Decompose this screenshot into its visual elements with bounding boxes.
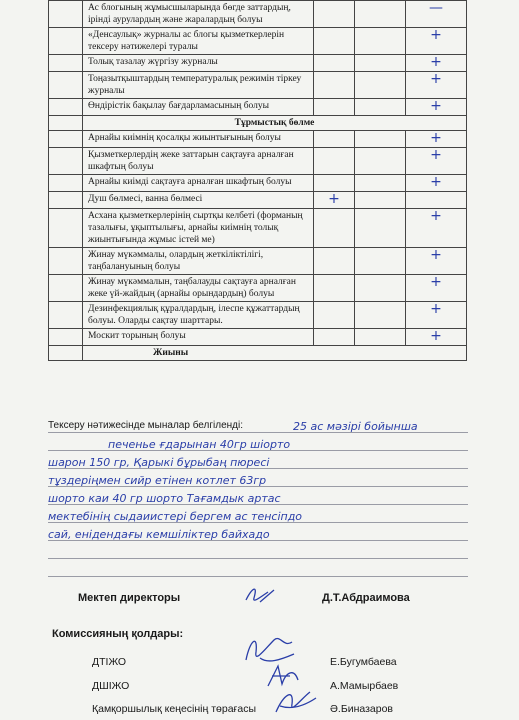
checklist-item-text: Арнайы киімнің қосалқы жиынтығының болуы bbox=[83, 131, 314, 148]
handwritten-line: 25 ас мәзірі бойынша bbox=[293, 420, 418, 433]
section-title: Тұрмыстық бөлме bbox=[83, 116, 467, 131]
checklist-item-text: Өндірістік бақылау бағдарламасының болуы bbox=[83, 99, 314, 116]
total-label: Жиыны bbox=[83, 346, 467, 361]
result-label: Тексеру нәтижесінде мыналар белгіленді: bbox=[48, 420, 247, 432]
checklist-row bbox=[49, 302, 467, 329]
checklist-item-text: Дезинфекциялық құралдардың, ілеспе құжаттардың болуы. Оларды сақтау шарттары. bbox=[83, 302, 314, 329]
checklist-item-text: Жинау мүкәммалын, таңбалауды сақтауға арналған жеке үй-жайдың (арнайы орындардың) болуы bbox=[83, 275, 314, 302]
checklist-row bbox=[49, 1, 467, 28]
check-mark: + bbox=[430, 174, 442, 190]
handwritten-line: мектебінің сыдаиистері бергем ас тенсіпдо bbox=[48, 510, 303, 523]
checklist-row bbox=[49, 28, 467, 55]
member-signature bbox=[270, 684, 320, 718]
checklist-item-text: Жинау мүкәммалы, олардың жеткіліктілігі, таңбалануының болуы bbox=[83, 248, 314, 275]
checklist-row bbox=[49, 72, 467, 99]
check-mark: + bbox=[430, 247, 442, 263]
check-mark: + bbox=[430, 54, 442, 70]
dash-mark: — bbox=[429, 0, 443, 16]
handwritten-line: тұздеріңмен сийр етінен котлет 63гр bbox=[48, 474, 267, 487]
checklist-row bbox=[49, 55, 467, 72]
member-role: ДТІЖО bbox=[92, 656, 127, 668]
handwritten-line: сай, енідендағы кемшіліктер байхадо bbox=[48, 528, 270, 541]
check-mark: + bbox=[430, 27, 442, 43]
check-mark: + bbox=[328, 191, 340, 207]
check-mark: + bbox=[430, 301, 442, 317]
checklist-row bbox=[49, 148, 467, 175]
checklist-row bbox=[49, 131, 467, 148]
checklist-row bbox=[49, 209, 467, 248]
commission-title: Комиссияның қолдары: bbox=[52, 628, 184, 640]
checklist-item-text: Тоңазытқыштардың температуралық режимін тіркеу журналы bbox=[83, 72, 314, 99]
member-name: Е.Бугумбаева bbox=[330, 656, 397, 668]
check-mark: + bbox=[430, 274, 442, 290]
checklist-item-text: Душ бөлмесі, ванна бөлмесі bbox=[83, 192, 314, 209]
check-mark: + bbox=[430, 208, 442, 224]
director-name: Д.Т.Абдраимова bbox=[322, 592, 410, 604]
check-mark: + bbox=[430, 98, 442, 114]
director-signature bbox=[240, 582, 280, 608]
check-mark: + bbox=[430, 147, 442, 163]
checklist-row bbox=[49, 329, 467, 346]
check-mark: + bbox=[430, 71, 442, 87]
handwritten-line: шорто каи 40 гр шорто Тағамдык артас bbox=[48, 492, 281, 505]
checklist-row bbox=[49, 275, 467, 302]
checklist-item-text: Қызметкерлердің жеке заттарын сақтауға арналған шкафтың болуы bbox=[83, 148, 314, 175]
check-mark: + bbox=[430, 328, 442, 344]
checklist-item-text: Ас блогының жұмысшыларында бөгде заттардың, ірінді аурулардың және жаралардың болуы bbox=[83, 1, 314, 28]
member-role: ДШІЖО bbox=[92, 680, 130, 692]
checklist-item-text: Москит торының болуы bbox=[83, 329, 314, 346]
director-title: Мектеп директоры bbox=[78, 592, 181, 604]
member-name: А.Мамырбаев bbox=[330, 680, 399, 692]
member-role: Қамқоршылық кеңесінің төрағасы bbox=[92, 703, 257, 715]
checklist-item-text: Арнайы киімді сақтауға арналған шкафтың болуы bbox=[83, 175, 314, 192]
checklist-row bbox=[49, 248, 467, 275]
checklist-row bbox=[49, 175, 467, 192]
checklist-item-text: Асхана қызметкерлерінің сыртқы келбеті (форманың тазалығы, ұқыптылығы, арнайы киімнің толық жиынтығында жұмыс істей ме) bbox=[83, 209, 314, 248]
handwritten-line: шарон 150 гр, Қарыкі бұрыбаң пюресі bbox=[48, 456, 270, 469]
member-name: Ә.Биназаров bbox=[330, 703, 394, 715]
inspection-result bbox=[48, 420, 468, 580]
checklist-item-text: «Денсаулық» журналы ас блогы қызметкерлерін тексеру нәтижелері туралы bbox=[83, 28, 314, 55]
checklist-table bbox=[48, 0, 467, 361]
total-row bbox=[49, 346, 467, 361]
checklist-item-text: Толық тазалау жүргізу журналы bbox=[83, 55, 314, 72]
check-mark: + bbox=[430, 130, 442, 146]
section-header bbox=[49, 116, 467, 131]
handwritten-line: печенье ғдарынан 40гр шіорто bbox=[108, 438, 291, 451]
checklist-row bbox=[49, 192, 467, 209]
checklist-row bbox=[49, 99, 467, 116]
